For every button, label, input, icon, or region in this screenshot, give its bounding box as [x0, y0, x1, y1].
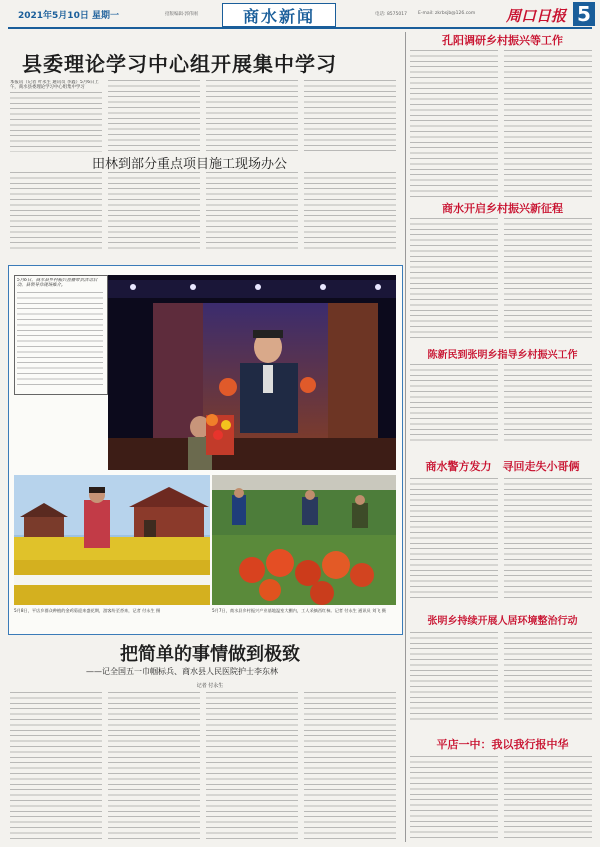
story2-body-col-2 [108, 172, 200, 252]
lead-body-col-2 [108, 80, 200, 152]
lead-body-col-1 [10, 92, 102, 152]
livestream-photo-svg [108, 275, 396, 470]
sidebar-headline-5: 张明乡持续开展人居环境整治行动 [427, 616, 578, 627]
flower-field-photo [14, 475, 210, 605]
story2-headline: 田林到部分重点项目施工现场办公 [92, 157, 288, 172]
feature-body-col-2 [108, 692, 200, 842]
sidebar-body-5a [410, 632, 498, 724]
masthead-email: E-mail: zkrbsjb@126.com [418, 11, 476, 16]
story2-body-col-4 [304, 172, 396, 252]
masthead-phone: 电话: 8575017 [375, 12, 407, 17]
feature-subhead: ——记全国五一巾帼标兵、商水县人民医院护士李东林 [86, 667, 278, 676]
masthead-date: 2021年5月10日 星期一 [18, 11, 119, 21]
sidebar-body-1a [410, 50, 498, 198]
photo-caption-lines [17, 292, 103, 388]
sidebar-body-3a [410, 364, 498, 444]
sidebar-body-3b [504, 364, 592, 444]
masthead-editor: 招版编辑·郭伟刚 [165, 12, 198, 17]
lead-body-col-3 [206, 80, 298, 152]
section-title: 商水新闻 [242, 7, 315, 26]
sidebar-body-4a [410, 478, 498, 598]
story2-body-col-1 [10, 172, 102, 252]
photo-caption-bottom-right: 5月7日，商水县乡村振兴产业基地温室大棚内，工人采摘西红柿。记者 付永生 通讯员 刘飞 摄 [212, 608, 386, 613]
sidebar-body-1b [504, 50, 592, 198]
photo-caption-bottom-left: 5月8日，平店乡群众种植的金鸡菊迎来盛花期，游客纷至沓来，记者 付永生 摄 [14, 608, 161, 613]
masthead [0, 0, 600, 28]
feature-body-col-1 [10, 692, 102, 842]
greenhouse-photo-svg [212, 475, 396, 605]
feature-headline: 把简单的事情做到极致 [120, 644, 300, 665]
sidebar-headline-4: 商水警方发力 寻回走失小哥俩 [425, 460, 580, 473]
flower-field-photo-svg [14, 475, 210, 605]
sidebar-headline-6: 平店一中：我以我行报中华 [436, 738, 569, 751]
feature-body-col-4 [304, 692, 396, 842]
sidebar-divider [405, 32, 406, 842]
lead-headline: 县委理论学习中心组开展集中学习 [22, 52, 337, 76]
photo-caption-text: 5月6日，商水县乡村振兴直播带货活动启动，县领导作现场推介。 [17, 278, 98, 289]
lead-byline: 本报讯（记者 叶永生 通讯员 李鑫）5月6日上午，商水县委理论学习中心组集中学习 [10, 80, 99, 91]
sidebar-headline-3: 陈新民到张明乡指导乡村振兴工作 [427, 350, 578, 361]
paper-logo: 周口日报 [506, 7, 567, 25]
livestream-photo [108, 275, 396, 470]
sidebar-body-2a [410, 218, 498, 338]
sidebar-body-4b [504, 478, 592, 598]
story2-body-col-3 [206, 172, 298, 252]
page-number: 5 [573, 2, 595, 26]
sidebar-body-6a [410, 756, 498, 842]
sidebar-headline-2: 商水开启乡村振兴新征程 [442, 202, 563, 215]
masthead-rule [8, 27, 592, 29]
lead-body-col-4 [304, 80, 396, 152]
greenhouse-photo [212, 475, 396, 605]
feature-body-col-3 [206, 692, 298, 842]
sidebar-body-5b [504, 632, 592, 724]
sidebar-body-2b [504, 218, 592, 338]
sidebar-body-6b [504, 756, 592, 842]
sidebar-headline-1: 孔阳调研乡村振兴等工作 [442, 34, 563, 47]
feature-byline: 记者 付永生 [196, 683, 224, 689]
